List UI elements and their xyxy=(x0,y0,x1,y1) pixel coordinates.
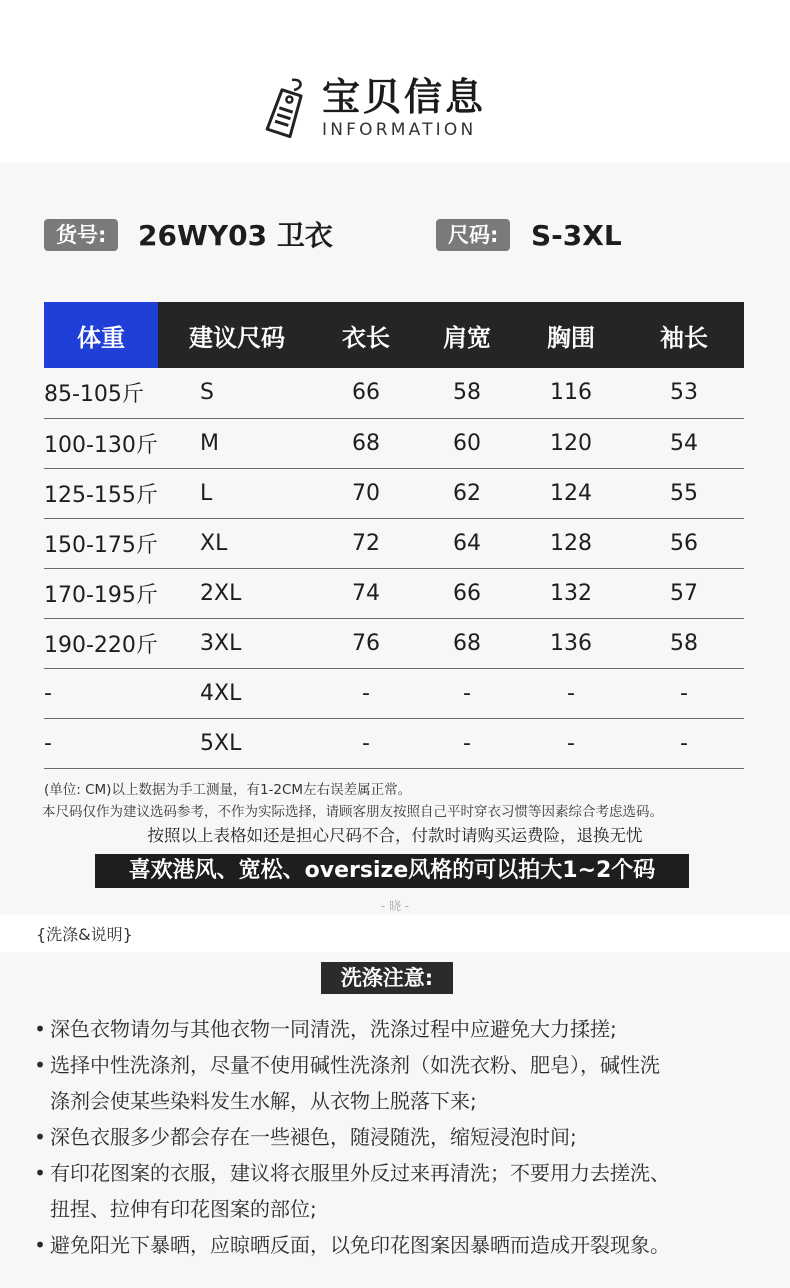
care-text: 深色衣服多少都会存在一些褪色，随浸随洗，缩短浸泡时间; xyxy=(50,1125,577,1149)
care-text: 避免阳光下暴晒，应晾晒反面，以免印花图案因暴晒而造成开裂现象。 xyxy=(50,1233,670,1257)
cell-length: 70 xyxy=(316,468,416,518)
care-item xyxy=(30,1160,670,1186)
table-row xyxy=(44,418,744,468)
note-unit: (单位: CM)以上数据为手工测量，有1-2CM左右误差属正常。 xyxy=(44,782,412,798)
care-item-continued xyxy=(30,1196,317,1222)
bullet-icon: • xyxy=(34,1161,46,1185)
note-insurance: 按照以上表格如还是担心尺码不合，付款时请购买运费险，退换无忧 xyxy=(147,826,643,845)
cell-shoulder: - xyxy=(416,668,518,718)
cell-weight: - xyxy=(44,718,158,768)
size-chart-table xyxy=(44,302,744,769)
cell-length: 72 xyxy=(316,518,416,568)
cell-chest: 128 xyxy=(518,518,624,568)
section-label-washing: {洗涤&说明} xyxy=(36,925,133,944)
bullet-icon: • xyxy=(34,1053,46,1077)
cell-size: S xyxy=(158,368,316,418)
care-item xyxy=(30,1016,617,1042)
cell-size: XL xyxy=(158,518,316,568)
cell-weight: 170-195斤 xyxy=(44,568,158,618)
care-text: 有印花图案的衣服，建议将衣服里外反过来再清洗；不要用力去搓洗、 xyxy=(50,1161,670,1185)
header-shoulder: 肩宽 xyxy=(416,302,518,368)
cell-chest: 132 xyxy=(518,568,624,618)
cell-sleeve: - xyxy=(624,718,744,768)
cell-size: L xyxy=(158,468,316,518)
watermark-text: - 晓 - xyxy=(380,899,410,913)
care-text: 深色衣物请勿与其他衣物一同清洗，洗涤过程中应避免大力揉搓; xyxy=(50,1017,617,1041)
cell-shoulder: - xyxy=(416,718,518,768)
cell-shoulder: 66 xyxy=(416,568,518,618)
page-title: 宝贝信息 xyxy=(322,75,487,119)
note-reference: 本尺码仅作为建议选码参考，不作为实际选择，请顾客朋友按照自己平时穿衣习惯等因素综合考虑选码。 xyxy=(42,804,663,820)
care-item xyxy=(30,1052,660,1078)
cell-length: 76 xyxy=(316,618,416,668)
item-number-label: 货号: xyxy=(44,219,118,251)
page-subtitle: INFORMATION xyxy=(322,120,477,140)
cell-sleeve: - xyxy=(624,668,744,718)
cell-chest: - xyxy=(518,668,624,718)
cell-size: 2XL xyxy=(158,568,316,618)
table-row xyxy=(44,518,744,568)
cell-length: 66 xyxy=(316,368,416,418)
cell-weight: 100-130斤 xyxy=(44,418,158,468)
table-row xyxy=(44,618,744,668)
header-weight: 体重 xyxy=(44,302,158,368)
care-item xyxy=(30,1124,577,1150)
care-item xyxy=(30,1232,670,1258)
cell-size: M xyxy=(158,418,316,468)
care-text: 涤剂会使某些染料发生水解，从衣物上脱落下来; xyxy=(50,1089,477,1113)
cell-shoulder: 62 xyxy=(416,468,518,518)
cell-chest: 124 xyxy=(518,468,624,518)
cell-shoulder: 58 xyxy=(416,368,518,418)
info-header xyxy=(0,0,790,163)
cell-sleeve: 58 xyxy=(624,618,744,668)
table-row xyxy=(44,568,744,618)
item-number-value: 26WY03 卫衣 xyxy=(138,219,333,252)
cell-weight: - xyxy=(44,668,158,718)
cell-chest: 136 xyxy=(518,618,624,668)
cell-length: - xyxy=(316,718,416,768)
cell-chest: 120 xyxy=(518,418,624,468)
cell-length: 74 xyxy=(316,568,416,618)
header-sleeve: 袖长 xyxy=(624,302,744,368)
cell-shoulder: 68 xyxy=(416,618,518,668)
care-text: 选择中性洗涤剂，尽量不使用碱性洗涤剂（如洗衣粉、肥皂），碱性洗 xyxy=(50,1053,660,1077)
size-range-label: 尺码: xyxy=(436,219,510,251)
cell-weight: 125-155斤 xyxy=(44,468,158,518)
table-row xyxy=(44,718,744,768)
cell-weight: 85-105斤 xyxy=(44,368,158,418)
cell-sleeve: 56 xyxy=(624,518,744,568)
price-tag-icon xyxy=(262,76,310,138)
cell-chest: 116 xyxy=(518,368,624,418)
cell-sleeve: 54 xyxy=(624,418,744,468)
header-suggested-size: 建议尺码 xyxy=(158,302,316,368)
care-title: 洗涤注意: xyxy=(321,962,453,994)
cell-shoulder: 64 xyxy=(416,518,518,568)
cell-size: 3XL xyxy=(158,618,316,668)
table-row xyxy=(44,668,744,718)
bullet-icon: • xyxy=(34,1017,46,1041)
care-item-continued xyxy=(30,1088,477,1114)
cell-size: 5XL xyxy=(158,718,316,768)
cell-sleeve: 57 xyxy=(624,568,744,618)
cell-weight: 150-175斤 xyxy=(44,518,158,568)
cell-sleeve: 55 xyxy=(624,468,744,518)
cell-weight: 190-220斤 xyxy=(44,618,158,668)
oversize-tip: 喜欢港风、宽松、oversize风格的可以拍大1~2个码 xyxy=(95,854,689,888)
header-chest: 胸围 xyxy=(518,302,624,368)
cell-size: 4XL xyxy=(158,668,316,718)
bullet-icon: • xyxy=(34,1125,46,1149)
cell-length: 68 xyxy=(316,418,416,468)
table-header-row xyxy=(44,302,744,368)
bullet-icon: • xyxy=(34,1233,46,1257)
header-length: 衣长 xyxy=(316,302,416,368)
table-row xyxy=(44,368,744,418)
size-range-value: S-3XL xyxy=(531,219,622,252)
table-row xyxy=(44,468,744,518)
cell-shoulder: 60 xyxy=(416,418,518,468)
cell-sleeve: 53 xyxy=(624,368,744,418)
cell-chest: - xyxy=(518,718,624,768)
care-text: 扭捏、拉伸有印花图案的部位; xyxy=(50,1197,317,1221)
cell-length: - xyxy=(316,668,416,718)
